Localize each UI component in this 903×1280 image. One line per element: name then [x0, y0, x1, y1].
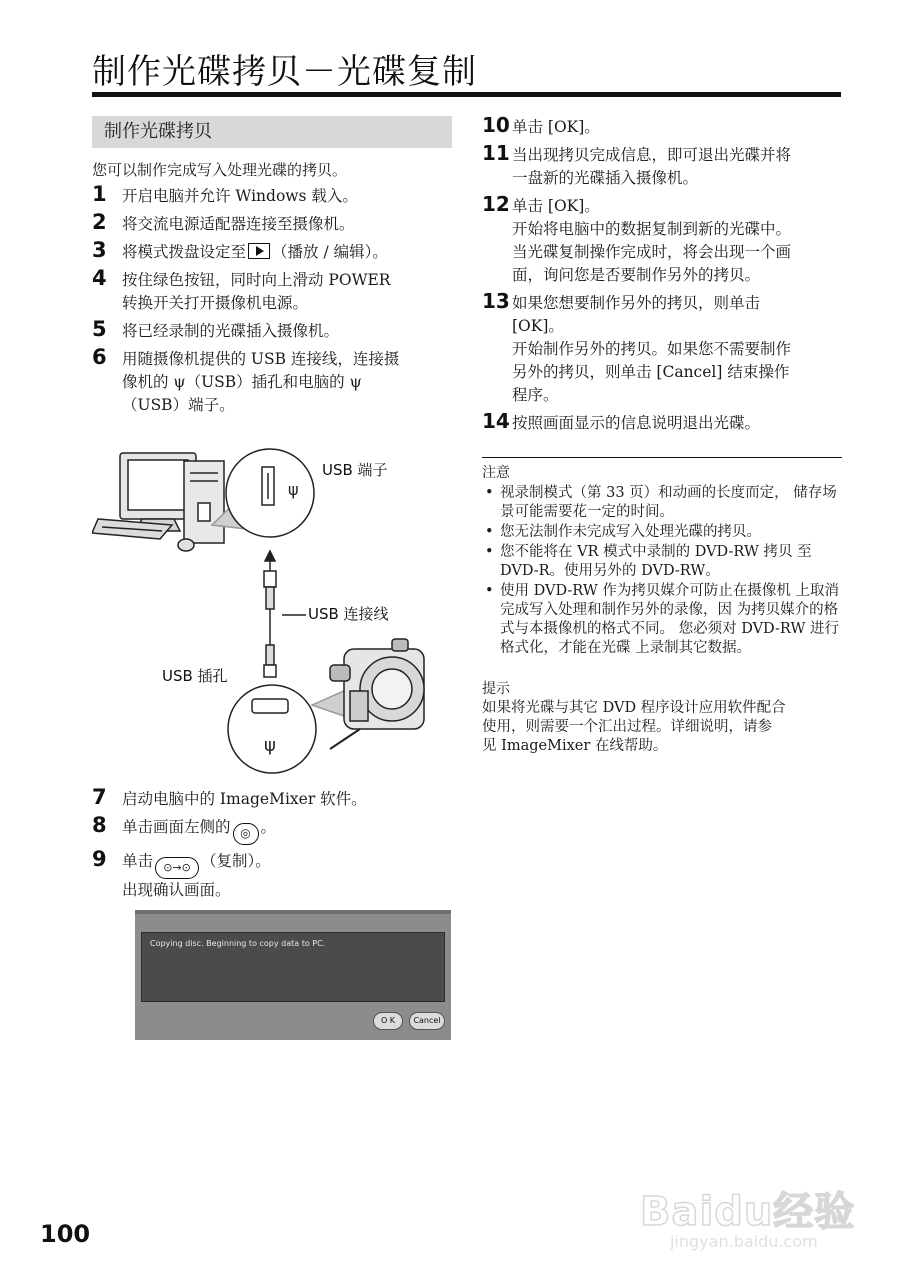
disc-copy-icon: ⊙→⊙	[155, 857, 199, 879]
step-number: 5	[92, 317, 107, 341]
step-2	[92, 210, 452, 236]
note-text: 储存场景可能需要花一定的时间。	[500, 485, 837, 520]
step-3	[92, 238, 452, 264]
note-item	[482, 523, 842, 542]
note-text: 为拷贝媒介的格式与本摄像机的格式不同。	[500, 602, 839, 637]
step-text: 当光碟复制操作完成时，将会出现一个画	[512, 243, 792, 261]
note-item	[482, 484, 842, 522]
step-number: 10	[482, 113, 510, 137]
step-text: 开始制作另外的拷贝。如果您不需要制作	[512, 340, 792, 358]
step-number: 11	[482, 141, 510, 165]
step-text: 启动电脑中的 ImageMixer 软件。	[122, 790, 367, 808]
step-text: （复制）。	[201, 852, 271, 870]
usb-symbol-icon: ψ	[288, 480, 299, 499]
copy-confirm-dialog	[135, 910, 451, 1040]
page-number: 100	[40, 1220, 91, 1248]
step-text: 如果您想要制作另外的拷贝，则单击	[512, 294, 761, 312]
usb-terminal-zoom	[212, 449, 314, 537]
step-8	[92, 813, 452, 845]
step-number: 6	[92, 345, 107, 369]
tips-text	[482, 699, 842, 756]
step-text: [OK]。	[512, 317, 564, 335]
step-text: 一盘新的光碟插入摄像机。	[512, 169, 699, 187]
step-text: 像机的 ψ（USB）插孔和电脑的 ψ	[122, 373, 362, 391]
notes-title: 注意	[482, 465, 510, 481]
step-text: 开启电脑并允许 Windows 载入。	[122, 187, 358, 205]
tips-line: 使用，则需要一个汇出过程。详细说明，请参	[482, 719, 772, 735]
step-7	[92, 785, 452, 811]
camcorder-illustration	[330, 639, 424, 749]
step-text: 按住绿色按钮，同时向上滑动 POWER	[122, 271, 391, 289]
dialog-message: Copying disc. Beginning to copy data to PC.	[141, 932, 445, 1002]
watermark-url: jingyan.baidu.com	[670, 1232, 818, 1251]
usb-cable-label: USB 连接线	[308, 605, 389, 623]
step-text: 将已经录制的光碟插入摄像机。	[122, 322, 340, 340]
step-14	[482, 409, 842, 435]
note-text: 上取消完成写入处理和制作另外的录像，因	[500, 583, 839, 618]
step-text: 转换开关打开摄像机电源。	[122, 294, 309, 312]
note-text: 视录制模式（第 33 页）和动画的长度而定，	[500, 485, 789, 501]
note-text: 上录制其它数据。	[635, 640, 752, 656]
step-number: 9	[92, 847, 107, 871]
usb-symbol-icon: ψ	[264, 735, 276, 756]
connection-illustration	[92, 443, 452, 783]
cancel-button[interactable]: Cancel	[409, 1012, 445, 1030]
step-number: 1	[92, 182, 107, 206]
step-4	[92, 266, 452, 315]
left-column	[92, 116, 452, 1040]
title-rule	[92, 92, 841, 97]
step-text: 另外的拷贝，则单击 [Cancel] 结束操作	[512, 363, 790, 381]
step-text: （播放 / 编辑）。	[272, 243, 388, 261]
note-item	[482, 582, 842, 658]
step-text: 当出现拷贝完成信息，即可退出光碟并将	[512, 146, 792, 164]
step-text: 按照画面显示的信息说明退出光碟。	[512, 414, 761, 432]
step-text: （USB）端子。	[122, 396, 235, 414]
step-text: 单击	[122, 852, 154, 870]
note-item	[482, 543, 842, 581]
usb-cable-illustration	[264, 551, 306, 697]
step-5	[92, 317, 452, 343]
baidu-watermark	[640, 1160, 860, 1260]
step-11	[482, 141, 842, 190]
usb-terminal-label: USB 端子	[322, 461, 388, 479]
step-text: 面，询问您是否要制作另外的拷贝。	[512, 266, 761, 284]
step-text: 开始将电脑中的数据复制到新的光碟中。	[512, 220, 792, 238]
note-text: 至 DVD-R。使用另外的 DVD-RW。	[500, 544, 812, 579]
right-column	[482, 113, 842, 756]
step-text: 单击 [OK]。	[512, 197, 600, 215]
step-text: 出现确认画面。	[122, 881, 231, 899]
tips-line: 如果将光碟与其它 DVD 程序设计应用软件配合	[482, 700, 786, 716]
step-text: 单击画面左侧的	[122, 818, 231, 836]
note-text: 您无法制作未完成写入处理光碟的拷贝。	[500, 524, 761, 540]
step-text: 将模式拨盘设定至	[122, 243, 247, 261]
play-mode-icon	[248, 243, 270, 259]
step-number: 8	[92, 813, 107, 837]
step-text: 。	[260, 818, 277, 836]
computer-illustration	[92, 453, 224, 551]
notes-divider	[482, 457, 842, 458]
note-text: 您不能将在 VR 模式中录制的 DVD-RW 拷贝	[500, 544, 793, 560]
step-text: 程序。	[512, 386, 559, 404]
disc-menu-icon: ◎	[233, 823, 259, 845]
step-number: 2	[92, 210, 107, 234]
step-number: 14	[482, 409, 510, 433]
step-number: 4	[92, 266, 107, 290]
ok-button[interactable]: O K	[373, 1012, 403, 1030]
watermark-brand: Baidu经验	[640, 1189, 856, 1235]
step-12	[482, 192, 842, 287]
note-text: 使用 DVD-RW 作为拷贝媒介可防止在摄像机	[500, 583, 791, 599]
usb-connection-diagram	[92, 443, 452, 783]
step-number: 13	[482, 289, 510, 313]
note-text: 您必须对 DVD-RW 进行格式化，才能在光碟	[500, 621, 839, 656]
step-1	[92, 182, 452, 208]
step-text: 用随摄像机提供的 USB 连接线，连接摄	[122, 350, 400, 368]
step-6	[92, 345, 452, 417]
tips-line: 见 ImageMixer 在线帮助。	[482, 738, 668, 754]
step-10	[482, 113, 842, 139]
section-title: 制作光碟拷贝	[92, 116, 452, 148]
step-9	[92, 847, 452, 902]
step-text: 单击 [OK]。	[512, 118, 600, 136]
page-title: 制作光碟拷贝－光碟复制	[92, 52, 477, 92]
tips-title: 提示	[482, 681, 510, 697]
step-number: 12	[482, 192, 510, 216]
step-number: 7	[92, 785, 107, 809]
step-number: 3	[92, 238, 107, 262]
step-13	[482, 289, 842, 407]
usb-jack-label: USB 插孔	[162, 667, 228, 685]
intro-text: 您可以制作完成写入处理光碟的拷贝。	[92, 161, 348, 179]
step-text: 将交流电源适配器连接至摄像机。	[122, 215, 355, 233]
